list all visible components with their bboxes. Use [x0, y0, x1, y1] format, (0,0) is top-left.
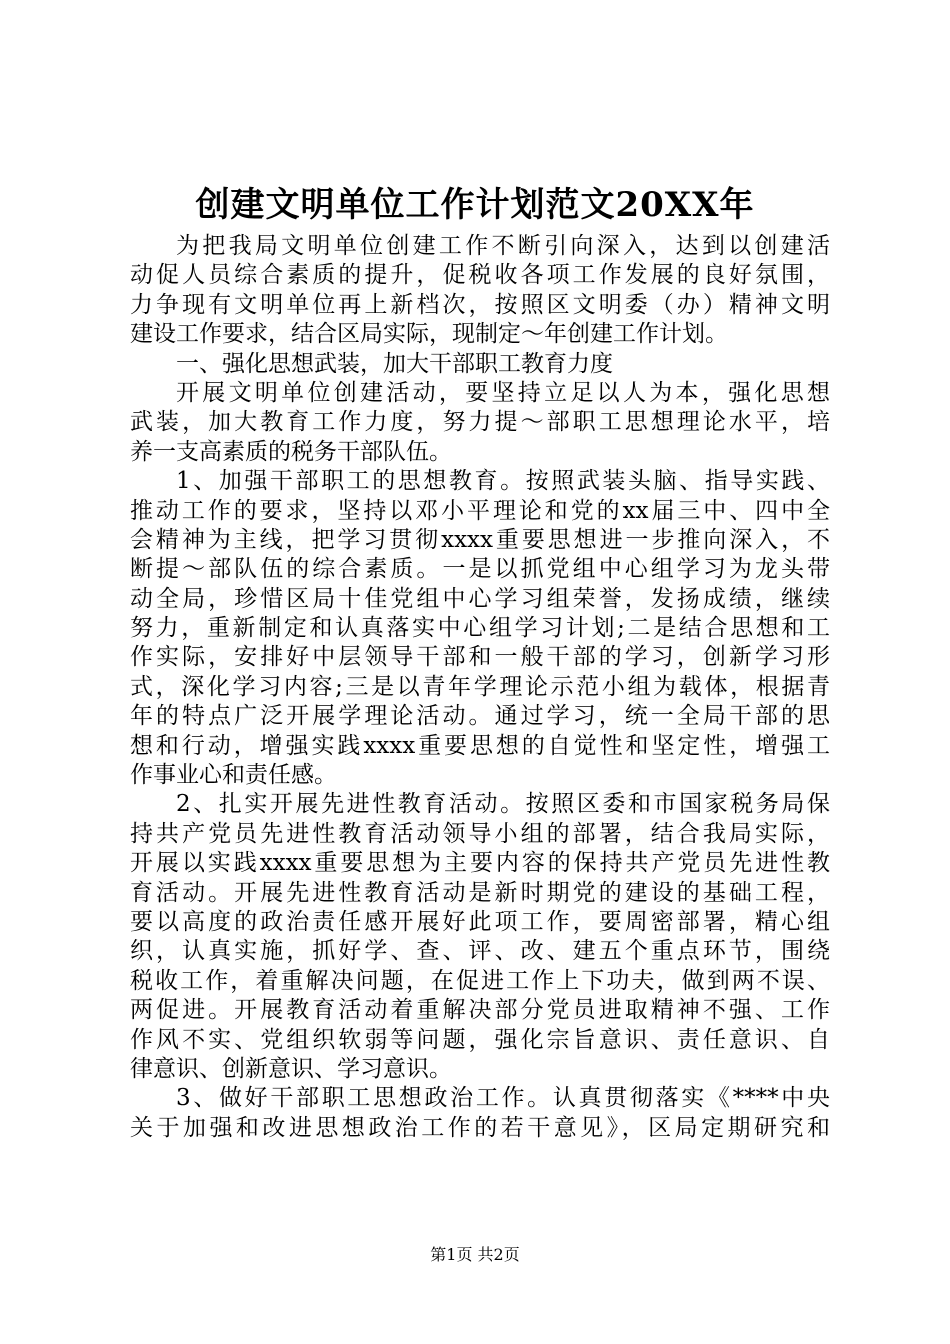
text-line: 式，深化学习内容;三是以青年学理论示范小组为载体，根据青 [130, 673, 830, 700]
document-title: 创建文明单位工作计划范文20XX年 [195, 185, 755, 225]
text-line: 建设工作要求，结合区局实际，现制定～年创建工作计划。 [130, 321, 728, 348]
text-line: 养一支高素质的税务干部队伍。 [130, 438, 452, 465]
text-line: 税收工作，着重解决问题，在促进工作上下功夫，做到两不误、 [130, 967, 830, 994]
text-line: 育活动。开展先进性教育活动是新时期党的建设的基础工程， [130, 879, 830, 906]
text-line: 武装，加大教育工作力度，努力提～部职工思想理论水平，培 [130, 409, 830, 436]
text-line: 会精神为主线，把学习贯彻xxxx重要思想进一步推向深入，不 [130, 526, 830, 553]
text-line: 作事业心和责任感。 [130, 762, 337, 789]
text-line: 织，认真实施，抓好学、查、评、改、建五个重点环节，围绕 [130, 938, 830, 965]
text-line: 持共产党员先进性教育活动领导小组的部署，结合我局实际， [130, 820, 830, 847]
text-line: 为把我局文明单位创建工作不断引向深入，达到以创建活 [176, 233, 830, 259]
text-line: 2、扎实开展先进性教育活动。按照区委和市国家税务局保 [176, 791, 830, 818]
text-line: 3、做好干部职工思想政治工作。认真贯彻落实《****中央 [176, 1085, 830, 1112]
text-line: 关于加强和改进思想政治工作的若干意见》，区局定期研究和 [130, 1114, 830, 1141]
text-line: 两促进。开展教育活动着重解决部分党员进取精神不强、工作 [130, 997, 830, 1024]
text-line: 想和行动，增强实践xxxx重要思想的自觉性和坚定性，增强工 [130, 732, 830, 759]
text-line: 律意识、创新意识、学习意识。 [130, 1055, 452, 1082]
text-line: 动促人员综合素质的提升，促税收各项工作发展的良好氛围， [130, 262, 830, 289]
text-line: 力争现有文明单位再上新档次，按照区文明委（办）精神文明 [130, 291, 830, 318]
text-line: 要以高度的政治责任感开展好此项工作，要周密部署，精心组 [130, 908, 830, 935]
text-line: 1、加强干部职工的思想教育。按照武装头脑、指导实践、 [176, 468, 830, 495]
text-line: 作风不实、党组织软弱等问题，强化宗旨意识、责任意识、自 [130, 1026, 830, 1053]
text-line: 断提～部队伍的综合素质。一是以抓党组中心组学习为龙头带 [130, 556, 830, 583]
page-footer: 第1页 共2页 [430, 1245, 520, 1264]
text-line: 作实际，安排好中层领导干部和一般干部的学习，创新学习形 [130, 644, 830, 671]
text-line: 推动工作的要求，坚持以邓小平理论和党的xx届三中、四中全 [130, 497, 830, 524]
text-line: 开展以实践xxxx重要思想为主要内容的保持共产党员先进性教 [130, 850, 830, 877]
text-line: 努力，重新制定和认真落实中心组学习计划;二是结合思想和工 [130, 615, 830, 642]
text-line: 开展文明单位创建活动，要坚持立足以人为本，强化思想 [176, 379, 830, 406]
text-line: 动全局，珍惜区局十佳党组中心学习组荣誉，发扬成绩，继续 [130, 585, 830, 612]
text-line: 一、强化思想武装，加大干部职工教育力度 [176, 350, 613, 377]
text-line: 年的特点广泛开展学理论活动。通过学习，统一全局干部的思 [130, 703, 830, 730]
document-body [130, 232, 830, 1143]
